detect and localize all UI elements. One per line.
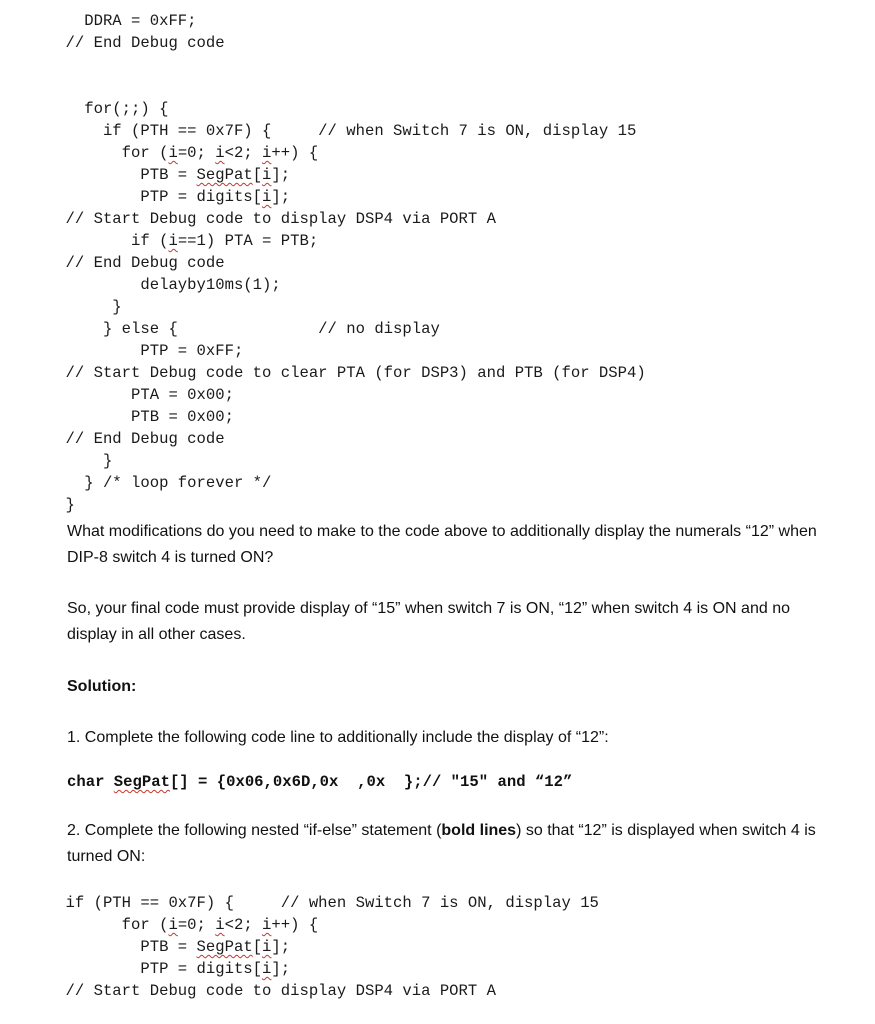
code-line [0, 32, 646, 54]
question-paragraph-2: So, your final code must provide display of “15” when switch 7 is ON, “12” when switch 4 is ON and no display in all other cases. [67, 600, 790, 643]
code-text: ]; [271, 188, 291, 206]
code-line [0, 406, 646, 428]
code-identifier-flagged: i [262, 188, 272, 206]
code-line-suffix: [] = {0x06,0x6D,0x ,0x };// "15" and “12” [169, 773, 573, 791]
solution-step-2 [67, 818, 827, 870]
code-identifier-flagged: i [262, 960, 272, 978]
code-identifier-flagged: i [168, 144, 178, 162]
code-text: for(;;) { [84, 100, 169, 118]
code-text: if (PTH == 0x7F) { // when Switch 7 is ON, display 15 [102, 122, 637, 140]
code-text: for ( [121, 916, 169, 934]
code-identifier-flagged: i [262, 916, 272, 934]
code-identifier-flagged: i [262, 938, 272, 956]
code-identifier-flagged: i [262, 166, 272, 184]
code-text: [ [252, 166, 263, 184]
code-line [0, 54, 646, 76]
code-line-prefix: char [67, 773, 114, 791]
code-text: PTP = 0xFF; [140, 342, 244, 360]
code-text: } [102, 452, 113, 470]
code-text: // Start Debug code to display DSP4 via PORT A [65, 982, 496, 1000]
code-text: // End Debug code [65, 34, 225, 52]
code-line [0, 274, 646, 296]
step2-bold-text: bold lines [441, 822, 517, 839]
code-text: PTP = digits[ [140, 960, 263, 978]
code-text: delayby10ms(1); [140, 276, 281, 294]
code-line [0, 340, 646, 362]
code-line [0, 936, 599, 958]
code-text: for ( [121, 144, 169, 162]
code-text: PTB = [140, 938, 197, 956]
code-text: =0; [177, 144, 216, 162]
code-line [0, 76, 646, 98]
code-line [0, 208, 646, 230]
code-line [0, 252, 646, 274]
code-line [0, 428, 646, 450]
code-identifier-flagged: i [262, 144, 272, 162]
code-text: ==1) PTA = PTB; [177, 232, 319, 250]
code-identifier-flagged: SegPat [196, 938, 253, 956]
code-identifier-flagged: i [168, 232, 178, 250]
code-line-identifier: SegPat [113, 773, 170, 791]
code-block-top [0, 10, 646, 516]
code-block-bottom [0, 892, 599, 1002]
code-line [0, 494, 646, 516]
code-line [0, 384, 646, 406]
code-text: [ [252, 938, 263, 956]
code-identifier-flagged: SegPat [196, 166, 253, 184]
code-line [0, 450, 646, 472]
code-text: PTP = digits[ [140, 188, 263, 206]
code-line [0, 892, 599, 914]
code-text: ++) { [271, 916, 319, 934]
code-text: if ( [131, 232, 169, 250]
code-text: } /* loop forever */ [84, 474, 272, 492]
code-text: } [65, 496, 75, 514]
code-line [0, 914, 599, 936]
code-text: <2; [224, 916, 263, 934]
code-text: ]; [271, 938, 291, 956]
code-line [0, 186, 646, 208]
code-text: ]; [271, 960, 291, 978]
code-text: // Start Debug code to clear PTA (for DSP3) and PTB (for DSP4) [65, 364, 646, 382]
code-text: PTB = [140, 166, 197, 184]
code-text: if (PTH == 0x7F) { // when Switch 7 is ON, display 15 [65, 894, 599, 912]
code-text: // End Debug code [65, 254, 225, 272]
code-text: ++) { [271, 144, 319, 162]
code-text: } else { // no display [102, 320, 440, 338]
question-paragraph-1: What modifications do you need to make to the code above to additionally display the numerals “12” when DIP-8 switch 4 is turned ON? [67, 523, 817, 566]
code-text: PTA = 0x00; [131, 386, 234, 404]
code-text: // Start Debug code to display DSP4 via PORT A [65, 210, 496, 228]
step2-text-end: ) so that “12” is displayed when switch 4 is turned ON: [67, 822, 816, 865]
code-line [0, 142, 646, 164]
code-line [0, 120, 646, 142]
code-line [0, 318, 646, 340]
solution-step-1: 1. Complete the following code line to additionally include the display of “12”: [67, 729, 609, 746]
code-line [0, 230, 646, 252]
code-text: <2; [224, 144, 263, 162]
code-text: ]; [271, 166, 291, 184]
code-line [0, 10, 646, 32]
code-line [0, 98, 646, 120]
code-identifier-flagged: i [215, 916, 225, 934]
code-line [0, 980, 599, 1002]
code-text: PTB = 0x00; [131, 408, 234, 426]
code-identifier-flagged: i [168, 916, 178, 934]
solution-label: Solution: [67, 678, 137, 695]
code-line [0, 472, 646, 494]
code-text: // End Debug code [65, 430, 225, 448]
step2-text-start: 2. Complete the following nested “if-else” statement ( [67, 822, 442, 839]
code-text: } [112, 298, 122, 316]
code-text: DDRA = 0xFF; [84, 12, 197, 30]
code-line [0, 958, 599, 980]
code-line [0, 164, 646, 186]
code-text: =0; [177, 916, 216, 934]
segpat-code-line [67, 773, 572, 791]
code-line [0, 296, 646, 318]
code-line [0, 362, 646, 384]
code-identifier-flagged: i [215, 144, 225, 162]
